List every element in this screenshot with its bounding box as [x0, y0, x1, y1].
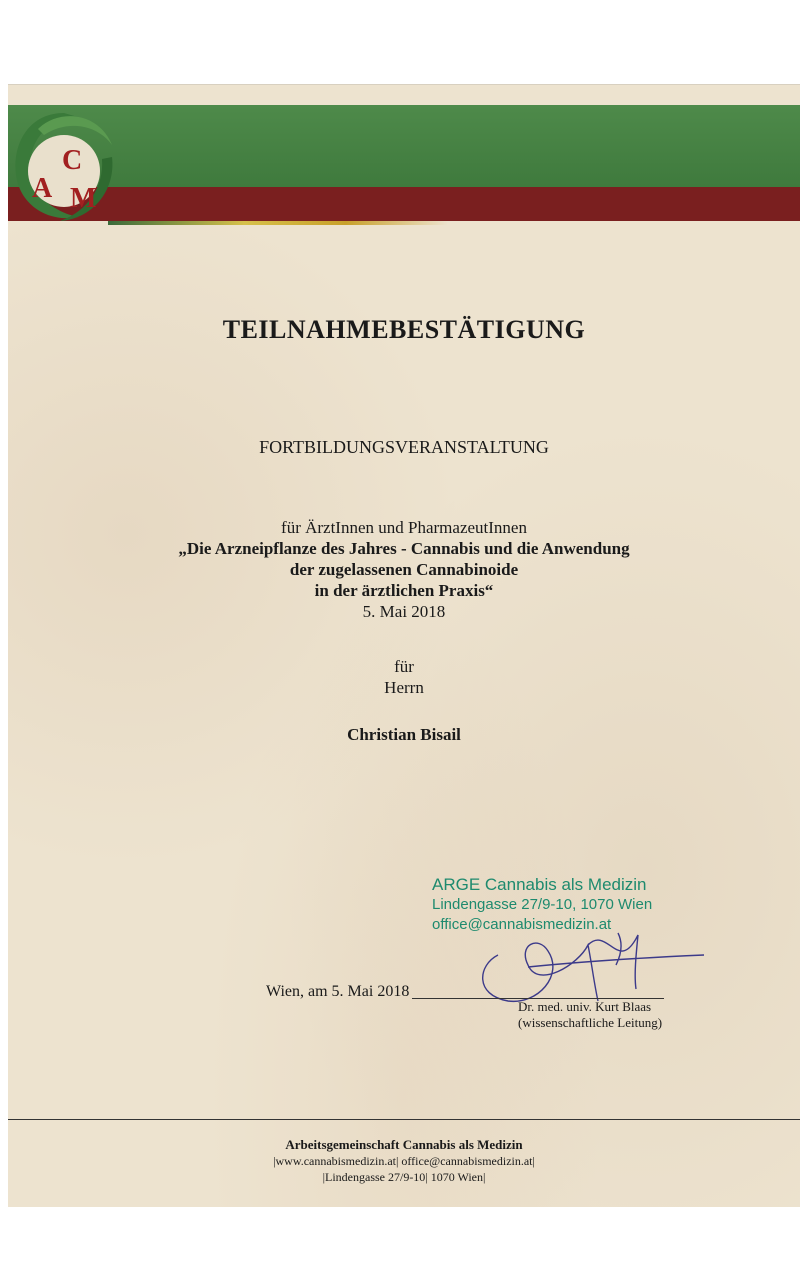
cam-logo — [8, 105, 120, 225]
place-and-date: Wien, am 5. Mai 2018 — [266, 983, 410, 1000]
stamp-org-name: ARGE Cannabis als Medizin — [432, 875, 647, 894]
topic-line-2: der zugelassenen Cannabinoide — [289, 560, 519, 579]
footer-org-name: Arbeitsgemeinschaft Cannabis als Medizin — [285, 1137, 523, 1152]
footer — [8, 1137, 800, 1185]
header-accent-strip — [108, 221, 448, 225]
stamp-email: office@cannabismedizin.at — [432, 916, 612, 933]
logo-letter-m: M — [70, 183, 97, 214]
audience-text: für ÄrztInnen und PharmazeutInnen — [281, 518, 527, 537]
signer-name: Dr. med. univ. Kurt Blaas — [518, 999, 652, 1014]
certificate-sheet — [8, 84, 800, 1207]
participant-name: Christian Bisail — [347, 725, 461, 744]
footer-contact-line: |www.cannabismedizin.at| office@cannabismedizin.at| — [273, 1154, 535, 1168]
footer-divider — [8, 1119, 800, 1120]
event-details — [8, 517, 800, 745]
certificate-title: TEILNAHMEBESTÄTIGUNG — [222, 315, 586, 344]
header-band-green — [8, 105, 800, 187]
footer-address-line: |Lindengasse 27/9-10| 1070 Wien| — [322, 1170, 486, 1184]
event-date: 5. Mai 2018 — [362, 602, 446, 621]
for-label: für — [394, 657, 414, 676]
topic-line-1: „Die Arzneipflanze des Jahres - Cannabis und die Anwendung — [178, 539, 630, 558]
logo-letter-a: A — [32, 173, 53, 204]
event-type: FORTBILDUNGSVERANSTALTUNG — [259, 437, 549, 457]
salutation: Herrn — [384, 678, 424, 697]
topic-line-3: in der ärztlichen Praxis“ — [314, 581, 494, 600]
signer-block — [518, 999, 662, 1031]
header-band-red — [8, 183, 800, 221]
signer-role: (wissenschaftliche Leitung) — [518, 1015, 663, 1030]
logo-letter-c: C — [62, 145, 83, 176]
stamp-address: Lindengasse 27/9-10, 1070 Wien — [432, 896, 653, 913]
